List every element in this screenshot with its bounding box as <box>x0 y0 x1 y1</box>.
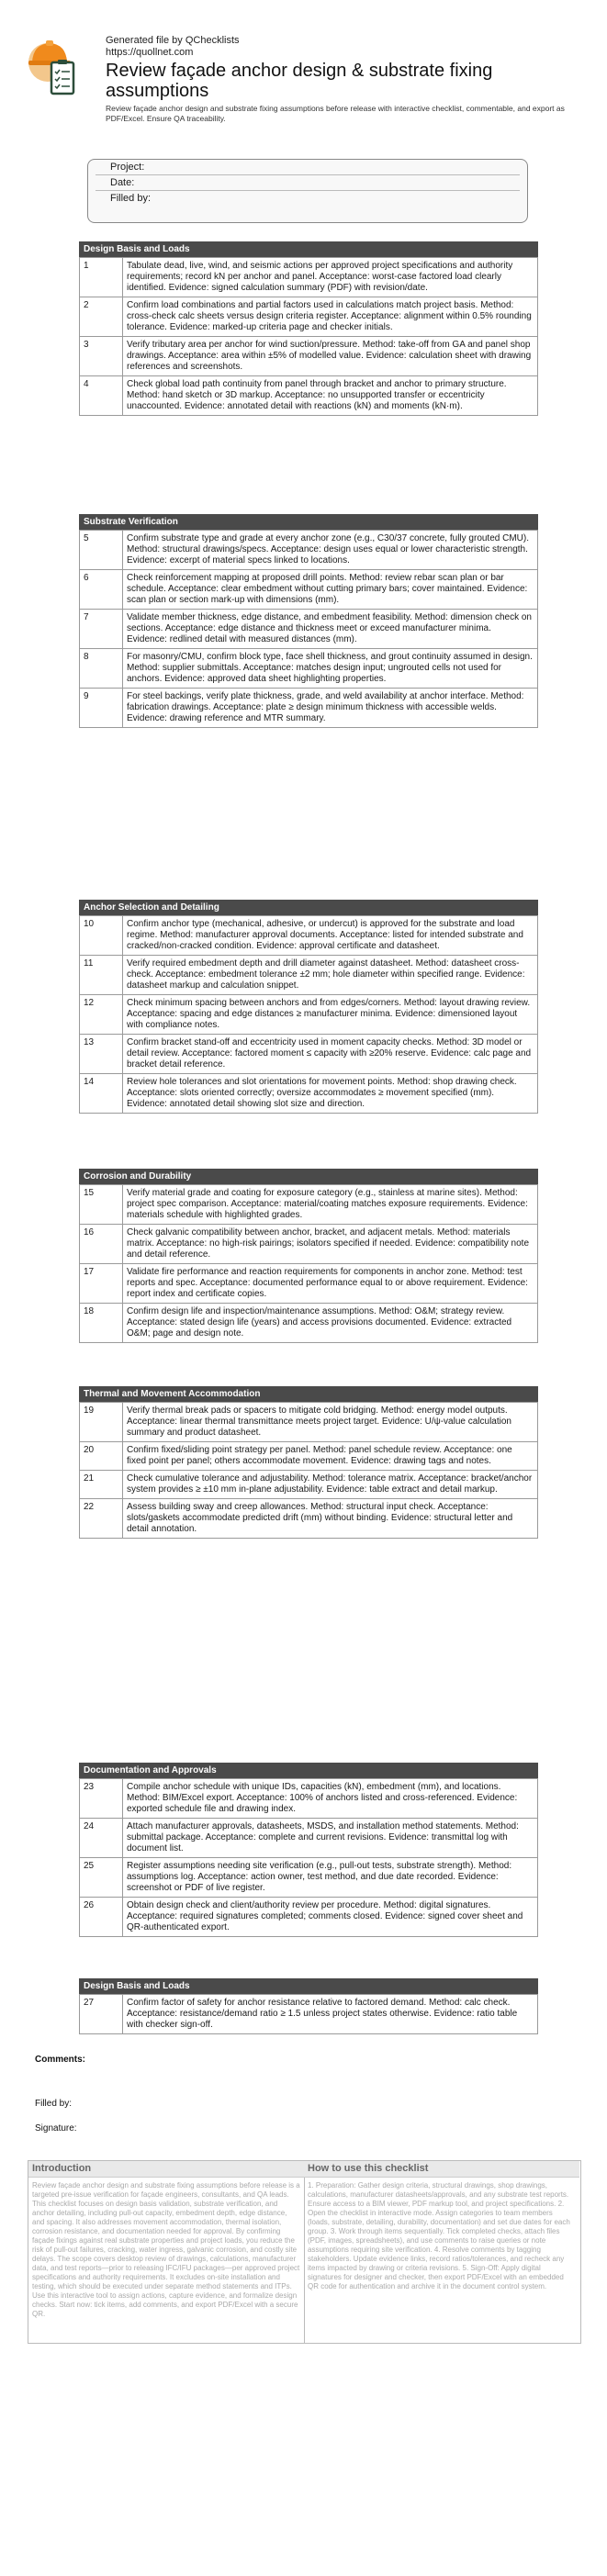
checklist-item[interactable] <box>80 1499 538 1539</box>
checklist-item[interactable] <box>80 1858 538 1898</box>
item-text: Check minimum spacing between anchors and from edges/corners. Method: layout drawing review. Acceptance: spacing and edge distances ≥ manufacturer minima. Evidence: dimensioned layout with compliance notes. <box>123 995 538 1035</box>
checklist-item[interactable] <box>80 956 538 995</box>
item-text: Verify tributary area per anchor for wind suction/pressure. Method: take-off from GA and panel shop drawings. Acceptance: area within ±5% of modelled value. Evidence: calculation sheet with drawing references and screenshots. <box>123 337 538 376</box>
item-number: 25 <box>80 1858 123 1898</box>
item-text: Verify material grade and coating for exposure category (e.g., stainless at marine sites). Method: project spec comparison. Acceptance: material/coating matches exposure requirements. Evidence: materials schedule with highlighted grades. <box>123 1185 538 1225</box>
introduction-text: Review façade anchor design and substrate fixing assumptions before release is a targeted pre-issue verification for façade engineers, consultants, and QA leads. This checklist focuses on design basis validation, substrate verification, and anchor detailing, including pull-out capacity, embedment depth, edge distance, and spacing. It also addresses movement accommodation, thermal isolation, corrosion resistance, and documentation needed for approval. By confirming façade fixings against real substrate properties and project loads, you reduce the risk of pull-out failures, cracking, water ingress, galvanic corrosion, and costly site delays. The scope covers desktop review of drawings, calculations, manufacturer data, and test reports—prior to releasing IFC/IFU packages—per approved project specifications and authority requirements. It excludes on-site installation and testing, which should be executed under separate method statements and ITPs. Use this interactive tool to assign actions, capture evidence, and formalize design checks. Start now: tick items, add comments, and export PDF/Excel with a secure QR. <box>32 2181 300 2318</box>
checklist-item[interactable] <box>80 1819 538 1858</box>
item-text: Attach manufacturer approvals, datasheets, MSDS, and installation method statements. Method: submittal package. Acceptance: complete and current revisions. Evidence: transmittal log with document list. <box>123 1819 538 1858</box>
project-label: Project: <box>110 162 145 173</box>
project-info-box <box>87 159 528 223</box>
item-number: 9 <box>80 689 123 728</box>
info-panel <box>28 2160 581 2344</box>
section-title: Thermal and Movement Accommodation <box>79 1386 538 1402</box>
signature-label: Signature: <box>35 2123 77 2134</box>
item-text: Compile anchor schedule with unique IDs, capacities (kN), embedment (mm), and locations. Method: BIM/Excel export. Acceptance: 100% of anchors listed and cross-referenced. Evidence: exported schedule file and drawing index. <box>123 1779 538 1819</box>
item-text: Check galvanic compatibility between anchor, bracket, and adjacent metals. Method: materials matrix. Acceptance: no high-risk pairings; isolators specified if needed. Evidence: compatibility note and detail reference. <box>123 1225 538 1264</box>
item-number: 1 <box>80 258 123 297</box>
item-number: 20 <box>80 1442 123 1471</box>
page-title: Review façade anchor design & substrate fixing assumptions <box>106 61 493 101</box>
checklist-item[interactable] <box>80 376 538 416</box>
checklist-item[interactable] <box>80 1403 538 1442</box>
section-thermal-movement <box>79 1386 538 1539</box>
checklist-item[interactable] <box>80 1898 538 1937</box>
item-text: Validate member thickness, edge distance, and embedment feasibility. Method: dimension check on sections. Acceptance: edge distance and thickness meet or exceed manufacturer minima. Evidence: redlined detail with measured distances (mm). <box>123 610 538 649</box>
how-to-text: 1. Preparation: Gather design criteria, structural drawings, shop drawings, calculations, manufacturer datasheets/approvals, and any substrate test reports. Ensure access to a BIM viewer, PDF markup tool, and project specifications. 2. Open the checklist in interactive mode. Assign categories to team members (loads, substrate, detailing, durability, documentation) and set due dates for each group. 3. Work through items sequentially. Tick completed checks, attach files (PDF, images, spreadsheets), and use comments to raise queries or note assumptions requiring site verification. 4. Resolve comments by tagging stakeholders. Update evidence links, record ratios/tolerances, and recheck any items impacted by drawing or criteria revisions. 5. Sign-Off: Apply digital signatures for designer and checker, then export PDF/Excel with an embedded QR code for authentication and archive it in the document control system. <box>308 2181 570 2290</box>
project-field[interactable] <box>96 160 520 175</box>
filled-by-label: Filled by: <box>110 193 152 204</box>
item-text: Confirm fixed/sliding point strategy per panel. Method: panel schedule review. Acceptance: one fixed point per panel; others accommodate movement. Evidence: drawing tags and notes. <box>123 1442 538 1471</box>
item-number: 6 <box>80 570 123 610</box>
comments-label: Comments: <box>35 2055 86 2065</box>
checklist-item[interactable] <box>80 1779 538 1819</box>
item-text: Confirm anchor type (mechanical, adhesive, or undercut) is approved for the substrate and load regime. Method: manufacturer approval documents. Acceptance: listed for intended substrate and cracked/non-cracked condition. Evidence: approval certificate and datasheet. <box>123 916 538 956</box>
checklist-item[interactable] <box>80 337 538 376</box>
source-link[interactable]: https://quollnet.com <box>106 47 194 58</box>
item-number: 24 <box>80 1819 123 1858</box>
checklist-item[interactable] <box>80 995 538 1035</box>
item-number: 17 <box>80 1264 123 1304</box>
item-text: Obtain design check and client/authority review per procedure. Method: digital signatures. Acceptance: required signatures completed; comments closed. Evidence: signed cover sheet and QR-authenticated export. <box>123 1898 538 1937</box>
checklist-item[interactable] <box>80 1264 538 1304</box>
item-number: 19 <box>80 1403 123 1442</box>
item-text: Assess building sway and creep allowances. Method: structural input check. Acceptance: slots/gaskets accommodate predicted drift (mm) without binding. Evidence: structural letter and detail annotation. <box>123 1499 538 1539</box>
section-title: Substrate Verification <box>79 514 538 530</box>
item-text: Confirm design life and inspection/maintenance assumptions. Method: O&M; strategy review. Acceptance: stated design life (years) and access provisions documented. Evidence: extracted O&M; page and design note. <box>123 1304 538 1343</box>
how-to-heading: How to use this checklist <box>304 2161 579 2178</box>
item-text: For steel backings, verify plate thickness, grade, and weld availability at anchor interface. Method: fabrication drawings. Acceptance: plate ≥ design minimum thickness with accessible welds. Evidence: drawing reference and MTR summary. <box>123 689 538 728</box>
item-text: Check cumulative tolerance and adjustability. Method: tolerance matrix. Acceptance: bracket/anchor system provides ≥ ±10 mm in-plane adjustability. Evidence: table extract and detail markup. <box>123 1471 538 1499</box>
item-text: Confirm substrate type and grade at every anchor zone (e.g., C30/37 concrete, fully grouted CMU). Method: structural drawings/specs. Acceptance: design uses equal or lower characteristic strength. Evidence: excerpt of material specs linked to locations. <box>123 531 538 570</box>
section-design-basis <box>79 241 538 416</box>
introduction-column <box>28 2161 305 2343</box>
checklist-item[interactable] <box>80 649 538 689</box>
item-number: 5 <box>80 531 123 570</box>
item-text: Check global load path continuity from panel through bracket and anchor to primary structure. Method: hand sketch or 3D markup. Acceptance: no unsupported transfer or eccentricity unaccounted. Evidence: annotated detail with reactions (kN) and moments (kN·m). <box>123 376 538 416</box>
filled-by-footer-label: Filled by: <box>35 2099 73 2109</box>
item-number: 13 <box>80 1035 123 1074</box>
section-title: Design Basis and Loads <box>79 241 538 257</box>
how-to-column <box>304 2161 579 2343</box>
item-text: Register assumptions needing site verification (e.g., pull-out tests, substrate strength). Method: assumptions log. Acceptance: action owner, test method, and due date recorded. Evidence: screenshot or PDF of live register. <box>123 1858 538 1898</box>
item-text: Review hole tolerances and slot orientations for movement points. Method: shop drawing check. Acceptance: slots oriented correctly; oversize accommodates ≥ movement specified (mm). Evidence: annotated detail showing slot size and direction. <box>123 1074 538 1114</box>
checklist-item[interactable] <box>80 258 538 297</box>
checklist-item[interactable] <box>80 531 538 570</box>
section-documentation <box>79 1763 538 1937</box>
item-number: 8 <box>80 649 123 689</box>
item-number: 22 <box>80 1499 123 1539</box>
section-title: Design Basis and Loads <box>79 1978 538 1994</box>
item-number: 26 <box>80 1898 123 1937</box>
item-text: Confirm bracket stand-off and eccentricity used in moment capacity checks. Method: 3D model or detail review. Acceptance: factored moment ≤ capacity with ≥20% reserve. Evidence: calc page and bracket detail reference. <box>123 1035 538 1074</box>
section-title: Anchor Selection and Detailing <box>79 900 538 915</box>
item-number: 2 <box>80 297 123 337</box>
section-title: Corrosion and Durability <box>79 1169 538 1184</box>
item-number: 4 <box>80 376 123 416</box>
item-text: Tabulate dead, live, wind, and seismic actions per approved project specifications and authority requirements; record kN per anchor and panel. Acceptance: worst-case factored load clearly identified. Evidence: signed calculation summary (PDF) with revision/date. <box>123 258 538 297</box>
hardhat-checklist-logo <box>28 35 83 97</box>
item-number: 21 <box>80 1471 123 1499</box>
checklist-item[interactable] <box>80 1225 538 1264</box>
item-number: 15 <box>80 1185 123 1225</box>
item-number: 14 <box>80 1074 123 1114</box>
checklist-item[interactable] <box>80 1185 538 1225</box>
item-text: Validate fire performance and reaction requirements for components in anchor zone. Method: test reports and spec. Acceptance: documented performance equal to or above requirement. Evidence: report index and certificate copies. <box>123 1264 538 1304</box>
item-number: 11 <box>80 956 123 995</box>
page-subtitle: Review façade anchor design and substrate fixing assumptions before release with interactive checklist, commentable, and export as PDF/Excel. Ensure QA traceability. <box>106 104 565 123</box>
filled-by-field[interactable] <box>96 191 520 207</box>
section-design-basis-extra <box>79 1978 538 2034</box>
item-number: 27 <box>80 1995 123 2034</box>
checklist-item[interactable] <box>80 1304 538 1343</box>
section-anchor-selection <box>79 900 538 1114</box>
item-number: 7 <box>80 610 123 649</box>
item-text: For masonry/CMU, confirm block type, face shell thickness, and grout continuity assumed in design. Method: supplier submittals. Acceptance: matches design input; ungrouted cells not used for anchors. Evidence: approved data sheet highlighting properties. <box>123 649 538 689</box>
generated-by: Generated file by QChecklists <box>106 35 240 46</box>
item-number: 16 <box>80 1225 123 1264</box>
section-corrosion <box>79 1169 538 1343</box>
section-substrate <box>79 514 538 728</box>
checklist-item[interactable] <box>80 570 538 610</box>
introduction-heading: Introduction <box>28 2161 304 2178</box>
checklist-item[interactable] <box>80 297 538 337</box>
item-number: 12 <box>80 995 123 1035</box>
checklist-item[interactable] <box>80 1442 538 1471</box>
checklist-item[interactable] <box>80 1995 538 2034</box>
item-text: Confirm load combinations and partial factors used in calculations match project basis. Method: cross-check calc sheets versus design criteria register. Acceptance: alignment within 0.5% rounding tolerance. Evidence: marked-up criteria page and checker initials. <box>123 297 538 337</box>
item-text: Verify thermal break pads or spacers to mitigate cold bridging. Method: energy model outputs. Acceptance: linear thermal transmittance meets project target. Evidence: U/ψ-value calculation summary and product datasheet. <box>123 1403 538 1442</box>
item-number: 23 <box>80 1779 123 1819</box>
item-number: 10 <box>80 916 123 956</box>
checklist-item[interactable] <box>80 689 538 728</box>
checklist-item[interactable] <box>80 916 538 956</box>
item-text: Check reinforcement mapping at proposed drill points. Method: review rebar scan plan or bar schedule. Acceptance: clear embedment without cutting primary bars; cover maintained. Evidence: scan plan or section mark-up with dimensions (mm). <box>123 570 538 610</box>
checklist-item[interactable] <box>80 1035 538 1074</box>
item-text: Verify required embedment depth and drill diameter against datasheet. Method: datasheet cross-check. Acceptance: embedment tolerance ±2 mm; hole diameter within specified range. Evidence: datasheet markup and calculation snippet. <box>123 956 538 995</box>
section-title: Documentation and Approvals <box>79 1763 538 1778</box>
item-number: 18 <box>80 1304 123 1343</box>
checklist-item[interactable] <box>80 1074 538 1114</box>
checklist-item[interactable] <box>80 1471 538 1499</box>
item-number: 3 <box>80 337 123 376</box>
date-field[interactable] <box>96 175 520 191</box>
checklist-item[interactable] <box>80 610 538 649</box>
date-label: Date: <box>110 177 135 188</box>
item-text: Confirm factor of safety for anchor resistance relative to factored demand. Method: calc check. Acceptance: resistance/demand ratio ≥ 1.5 unless project states otherwise. Evidence: ratio table with checker sign-off. <box>123 1995 538 2034</box>
